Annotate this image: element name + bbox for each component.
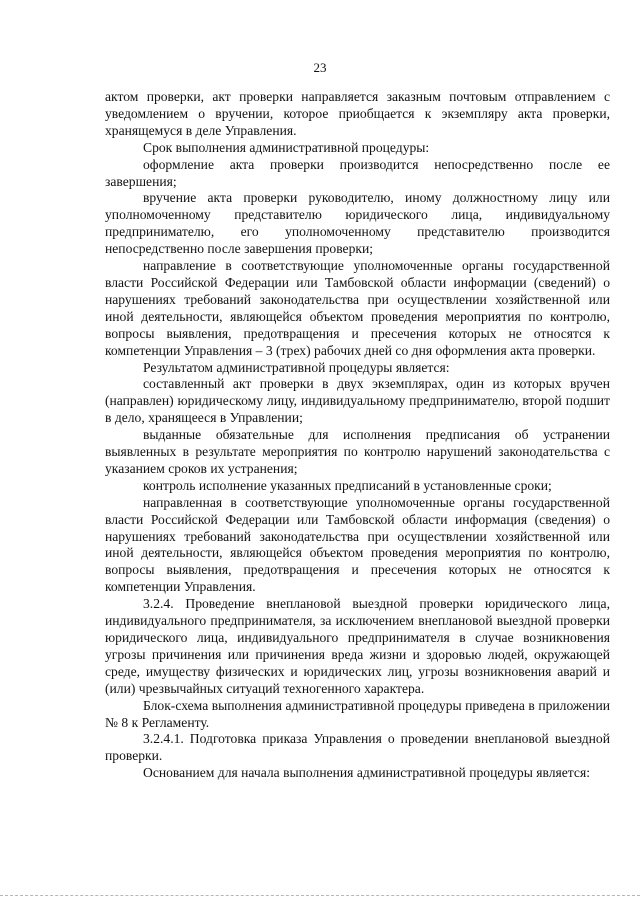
paragraph: 3.2.4.1. Подготовка приказа Управления о проведении внеплановой выездной проверки.: [105, 731, 610, 764]
paragraph: актом проверки, акт проверки направляется заказным почтовым отправлением с уведомлением о вручении, которое приобщается к экземпляру акта проверки, хранящемуся в деле Управления.: [105, 89, 610, 138]
paragraph: Срок выполнения административной процедуры:: [143, 139, 430, 155]
page-number: 23: [313, 60, 327, 75]
paragraph: направление в соответствующие уполномоченные органы государственной власти Российской Федерации или Тамбовской области информации (сведений) о нарушениях требований законодательства при осуществлении хозяйственной или иной деятельности, являющейся объектом проведения мероприятия по контролю, вопросы выявления, предотвращения и пресечения которых не относятся к компетенции Управления – 3 (трех) рабочих дней со дня оформления акта проверки.: [105, 258, 610, 358]
scan-edge-artifact: [0, 895, 640, 898]
paragraph: оформление акта проверки производится непосредственно после ее завершения;: [105, 156, 610, 189]
paragraph: Блок-схема выполнения административной процедуры приведена в приложении № 8 к Регламенту.: [105, 697, 610, 730]
paragraph: вручение акта проверки руководителю, иному должностному лицу или уполномоченному представителю юридического лица, индивидуальному предпринимателю, его уполномоченному представителю производится непосредственно после завершения проверки;: [105, 190, 610, 257]
paragraph: 3.2.4. Проведение внеплановой выездной проверки юридического лица, индивидуального предпринимателя, за исключением внеплановой выездной проверки юридического лица, индивидуального предпринимателя в случае возникновения угрозы причинения или причинения вреда жизни и здоровью людей, окружающей среде, имуществу физических и юридических лиц, угрозы возникновения аварий и (или) чрезвычайных ситуаций техногенного характера.: [105, 596, 610, 696]
paragraph: контроль исполнение указанных предписаний в установленные сроки;: [143, 477, 552, 493]
document-body: [105, 89, 610, 782]
paragraph: Результатом административной процедуры является:: [143, 359, 450, 375]
paragraph: составленный акт проверки в двух экземплярах, один из которых вручен (направлен) юридическому лицу, индивидуальному предпринимателю, второй подшит в дело, хранящееся в Управлении;: [105, 376, 610, 426]
paragraph: направленная в соответствующие уполномоченные органы государственной власти Российской Федерации или Тамбовской области информация (сведения) о нарушениях требований законодательства при осуществлении хозяйственной или иной деятельности, являющейся объектом проведения мероприятия по контролю, вопросы выявления, предотвращения и пресечения которых не относятся к компетенции Управления.: [105, 494, 610, 595]
paragraph: выданные обязательные для исполнения предписания об устранении выявленных в результате мероприятия по контролю нарушений законодательства с указанием сроков их устранения;: [105, 427, 610, 476]
paragraph: Основанием для начала выполнения административной процедуры является:: [143, 765, 590, 781]
